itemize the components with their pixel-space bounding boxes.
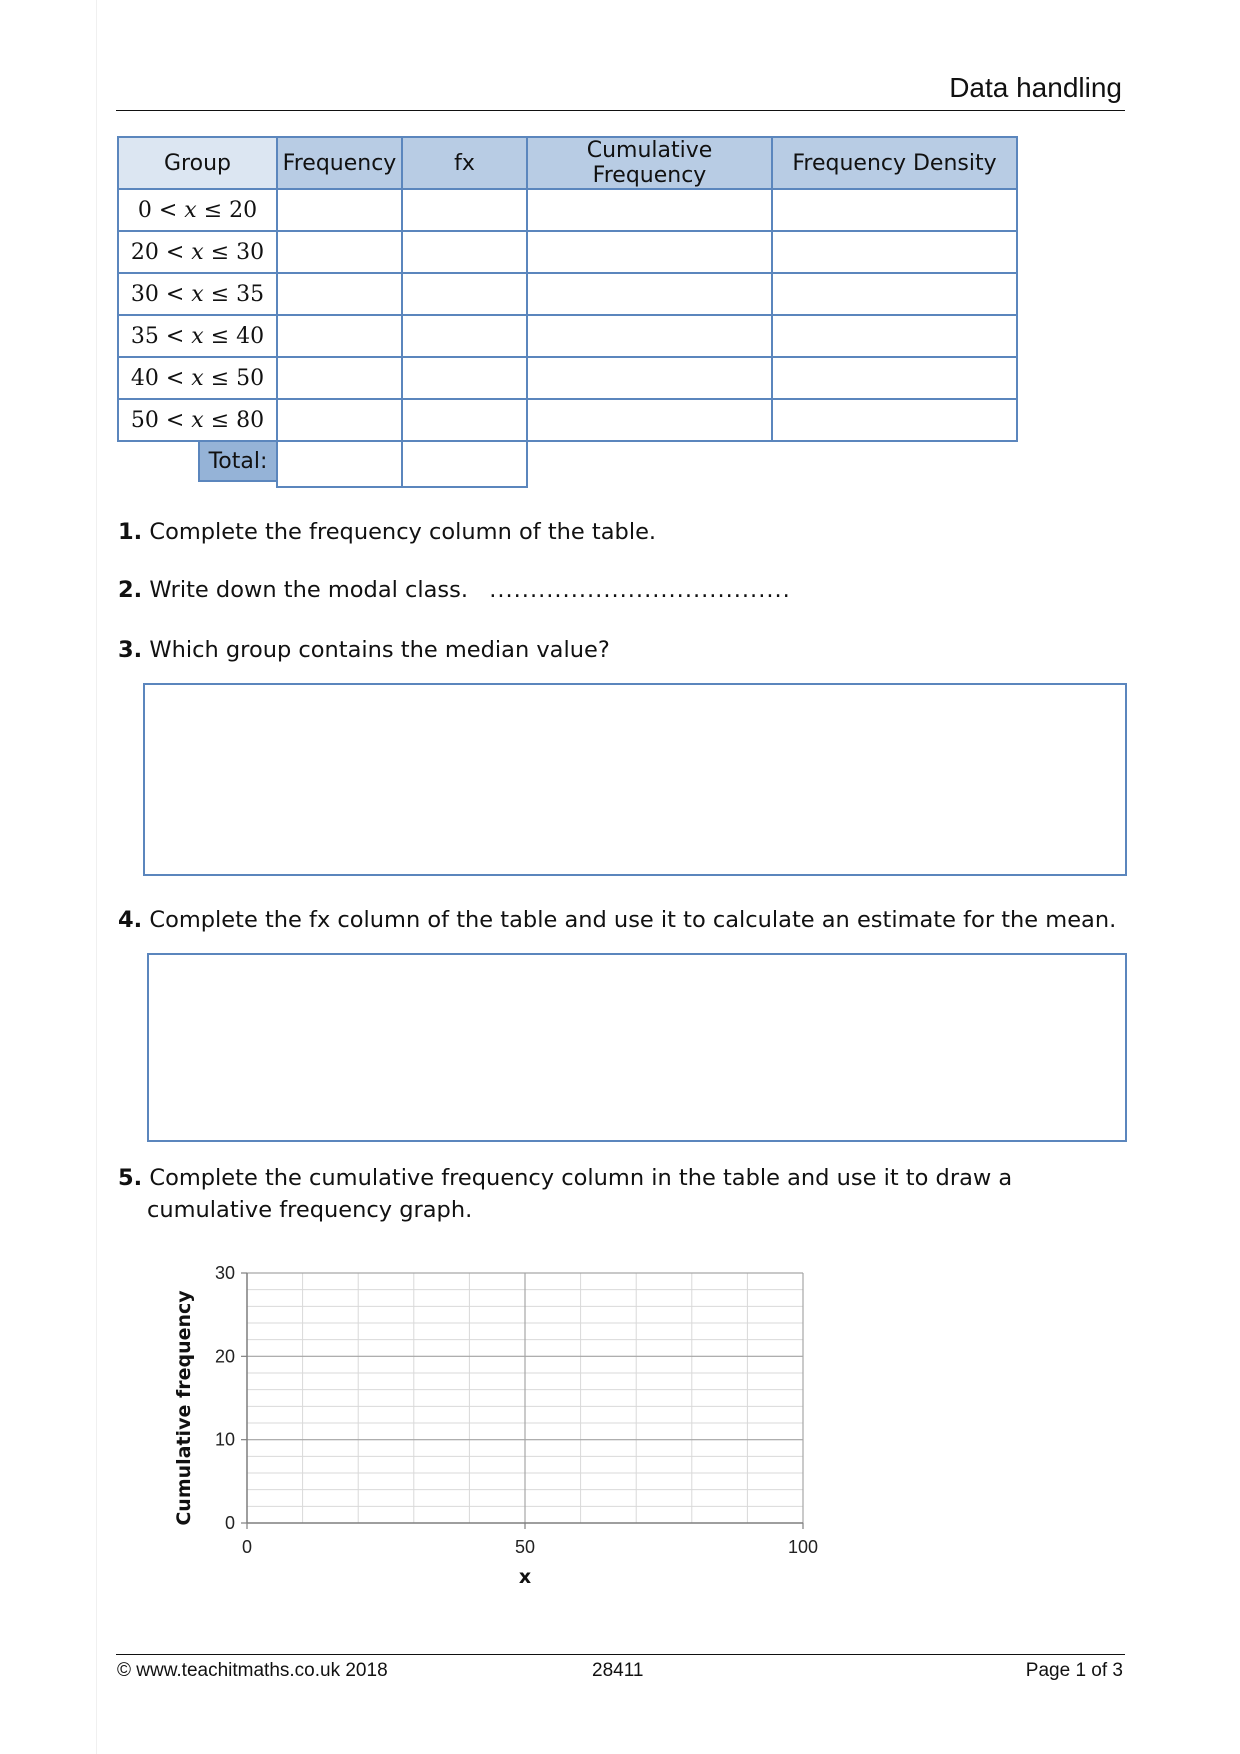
question-number: 1. [118, 519, 143, 545]
group-cell [118, 357, 277, 399]
group-upper-bound: 35 [236, 281, 265, 307]
column-header-frequency-density: Frequency Density [772, 137, 1017, 189]
fx-cell[interactable] [402, 273, 527, 315]
less-equal-symbol: ≤ [210, 407, 230, 433]
question-number: 3. [118, 637, 143, 663]
answer-box-q4[interactable] [147, 953, 1127, 1142]
cumulative-frequency-cell[interactable] [527, 273, 772, 315]
less-than-symbol: < [158, 197, 178, 223]
footer-page-number: Page 1 of 3 [1025, 1660, 1123, 1681]
group-upper-bound: 50 [236, 365, 265, 391]
group-lower-bound: 35 [130, 323, 159, 349]
y-tick-label: 0 [224, 1513, 235, 1533]
frequency-cell[interactable] [277, 399, 402, 441]
table-row [118, 273, 1017, 315]
question-number: 5. [118, 1165, 143, 1191]
table-header-row [118, 137, 1017, 189]
total-row [118, 441, 1017, 487]
frequency-density-cell[interactable] [772, 399, 1017, 441]
y-tick-label: 20 [214, 1346, 235, 1367]
cumulative-frequency-cell[interactable] [527, 189, 772, 231]
question-text: Complete the fx column of the table and use it to calculate an estimate for the mean. [149, 907, 1117, 933]
frequency-density-cell[interactable] [772, 231, 1017, 273]
column-header-fx: fx [402, 137, 527, 189]
total-spacer [118, 441, 277, 487]
header-divider [116, 110, 1125, 111]
footer-copyright: © www.teachitmaths.co.uk 2018 [117, 1660, 388, 1681]
question-text: Complete the frequency column of the table. [149, 519, 657, 545]
less-equal-symbol: ≤ [203, 197, 223, 223]
answer-dotted-line[interactable]: ..................................... [489, 577, 791, 603]
total-frequency-cell[interactable] [277, 441, 402, 487]
group-lower-bound: 30 [130, 281, 159, 307]
group-lower-bound: 50 [130, 407, 159, 433]
x-tick-label: 0 [241, 1537, 253, 1557]
group-cell [118, 273, 277, 315]
frequency-density-cell[interactable] [772, 315, 1017, 357]
variable-x: x [184, 197, 197, 223]
y-tick-label: 10 [214, 1429, 235, 1450]
fx-cell[interactable] [402, 189, 527, 231]
group-cell [118, 189, 277, 231]
less-than-symbol: < [165, 365, 185, 391]
question-text: Which group contains the median value? [149, 637, 610, 663]
column-header-frequency: Frequency [277, 137, 402, 189]
less-than-symbol: < [165, 323, 185, 349]
answer-box-q3[interactable] [143, 683, 1127, 876]
question-text-line-1: Complete the cumulative frequency column in the table and use it to draw a [149, 1165, 1013, 1191]
column-header-cumulative-frequency: Cumulative Frequency [527, 137, 772, 189]
group-lower-bound: 0 [137, 197, 152, 223]
group-upper-bound: 40 [236, 323, 265, 349]
total-label: Total: [198, 440, 278, 482]
table-row [118, 231, 1017, 273]
question-1 [118, 516, 656, 548]
group-cell [118, 399, 277, 441]
question-number: 4. [118, 907, 143, 933]
x-tick-label: 50 [514, 1537, 536, 1557]
group-upper-bound: 30 [236, 239, 265, 265]
table-row [118, 315, 1017, 357]
frequency-cell[interactable] [277, 273, 402, 315]
variable-x: x [191, 365, 204, 391]
cumulative-frequency-cell[interactable] [527, 231, 772, 273]
group-upper-bound: 80 [236, 407, 265, 433]
question-4 [118, 904, 1116, 936]
cumulative-frequency-chart[interactable] [160, 1250, 940, 1610]
group-cell [118, 231, 277, 273]
x-axis-title: x [518, 1566, 532, 1588]
variable-x: x [191, 323, 204, 349]
group-lower-bound: 20 [130, 239, 159, 265]
page-title: Data handling [949, 72, 1122, 103]
frequency-cell[interactable] [277, 357, 402, 399]
fx-cell[interactable] [402, 399, 527, 441]
empty-cell [527, 441, 1017, 487]
question-number: 2. [118, 577, 143, 603]
frequency-density-cell[interactable] [772, 357, 1017, 399]
frequency-density-cell[interactable] [772, 189, 1017, 231]
frequency-density-cell[interactable] [772, 273, 1017, 315]
group-lower-bound: 40 [130, 365, 159, 391]
table-row [118, 399, 1017, 441]
less-than-symbol: < [165, 239, 185, 265]
cumulative-frequency-cell[interactable] [527, 399, 772, 441]
fx-cell[interactable] [402, 357, 527, 399]
less-equal-symbol: ≤ [210, 239, 230, 265]
question-5 [118, 1162, 1012, 1226]
less-than-symbol: < [165, 281, 185, 307]
x-tick-label: 100 [787, 1537, 819, 1557]
less-equal-symbol: ≤ [210, 365, 230, 391]
footer-resource-code: 28411 [592, 1660, 644, 1681]
variable-x: x [191, 281, 204, 307]
footer-divider [116, 1654, 1125, 1655]
frequency-cell[interactable] [277, 231, 402, 273]
column-header-group: Group [118, 137, 277, 189]
y-tick-label: 30 [214, 1263, 235, 1283]
variable-x: x [191, 239, 204, 265]
group-upper-bound: 20 [229, 197, 258, 223]
less-equal-symbol: ≤ [210, 323, 230, 349]
frequency-cell[interactable] [277, 189, 402, 231]
less-equal-symbol: ≤ [210, 281, 230, 307]
question-text: Write down the modal class. [149, 577, 469, 603]
variable-x: x [191, 407, 204, 433]
fx-cell[interactable] [402, 315, 527, 357]
total-fx-cell[interactable] [402, 441, 527, 487]
frequency-table [117, 136, 1018, 488]
y-axis-title: Cumulative frequency [173, 1290, 195, 1526]
fx-cell[interactable] [402, 231, 527, 273]
question-3 [118, 634, 610, 666]
group-cell [118, 315, 277, 357]
cumulative-frequency-cell[interactable] [527, 315, 772, 357]
frequency-cell[interactable] [277, 315, 402, 357]
cumulative-frequency-cell[interactable] [527, 357, 772, 399]
page-edge-line [96, 0, 97, 1754]
question-2 [118, 574, 791, 606]
table-row [118, 189, 1017, 231]
table-row [118, 357, 1017, 399]
question-text-line-2: cumulative frequency graph. [147, 1197, 473, 1223]
less-than-symbol: < [165, 407, 185, 433]
